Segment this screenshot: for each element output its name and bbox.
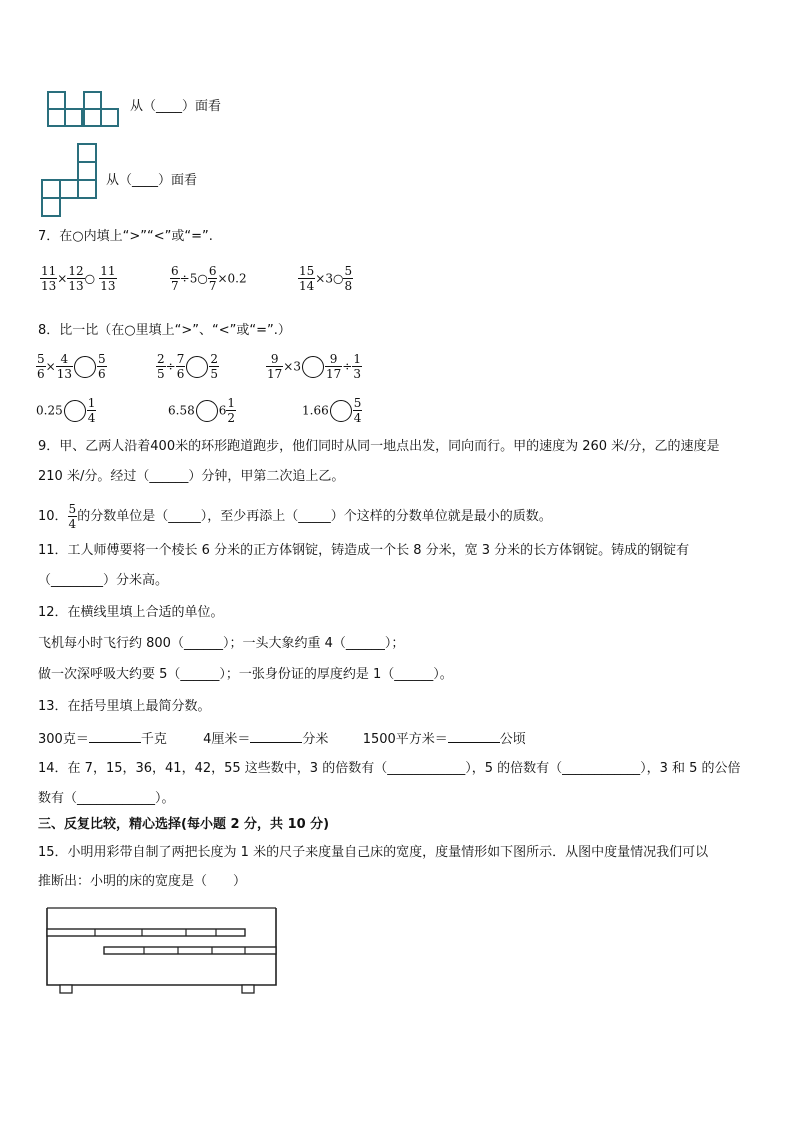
compare-circle[interactable] xyxy=(64,400,86,422)
compare-circle[interactable] xyxy=(186,356,208,378)
q9-line-2: 210 米/分。经过（______）分钟，甲第二次追上乙。 xyxy=(38,469,345,484)
q7-expr-1: $\frac{11}{13}$ × $\frac{12}{13}$ ○ $\frac{11}{13}$ xyxy=(41,264,116,293)
q8-expr-2: $\frac{2}{5}$ ÷ $\frac{7}{6}$ $\frac{2}{5}$ xyxy=(157,352,218,381)
compare-circle[interactable] xyxy=(196,400,218,422)
section-3-heading: 三、反复比较，精心选择(每小题 2 分，共 10 分) xyxy=(38,817,330,832)
q10-line: 10． $\frac{5}{4}$ 的分数单位是（_____），至少再添上（_____）个这样的分数单位就是最小的质数。 xyxy=(38,502,552,531)
q7-expr-2: $\frac{6}{7}$ ÷5○ $\frac{6}{7}$ ×0.2 xyxy=(171,264,247,293)
q12-line-1: 飞机每小时飞行约 800（______）；一头大象约重 4（______）； xyxy=(38,636,405,651)
q13-line: 300克＝ 千克 4厘米＝ 分米 1500平方米＝ 公顷 xyxy=(38,728,526,749)
block-figure-1 xyxy=(46,90,126,130)
compare-circle[interactable] xyxy=(330,400,352,422)
q14-line-2: 数有（____________）。 xyxy=(38,791,175,806)
q8-title: 8．比一比（在○里填上“>”、“<”或“=”.） xyxy=(38,323,291,338)
q12-line-2: 做一次深呼吸大约要 5（______）；一张身份证的厚度约是 1（______）。 xyxy=(38,667,453,682)
q7-title: 7．在○内填上“>”“<”或“=”. xyxy=(38,229,213,244)
view-answer-line-2: 从（____）面看 xyxy=(106,173,198,188)
q9-line-1: 9．甲、乙两人沿着400米的环形跑道跑步，他们同时从同一地点出发，同向而行。甲的速度为 260 米/分，乙的速度是 xyxy=(38,439,720,454)
q11-line-1: 11．工人师傅要将一个棱长 6 分米的正方体钢锭，铸造成一个长 8 分米，宽 3 分米的长方体钢锭。铸成的钢锭有 xyxy=(38,543,690,558)
q12-title: 12．在横线里填上合适的单位。 xyxy=(38,605,224,620)
view-answer-line-1: 从（____）面看 xyxy=(130,99,222,114)
compare-circle[interactable] xyxy=(302,356,324,378)
q15-line-2: 推断出：小明的床的宽度是（ ） xyxy=(38,874,247,889)
q14-line-1: 14．在 7，15，36，41，42，55 这些数中，3 的倍数有（____________），5 的倍数有（____________），3 和 5 的公倍 xyxy=(38,761,741,776)
q8-expr-3: $\frac{9}{17}$ ×3 $\frac{9}{17}$ ÷ $\frac{1}{3}$ xyxy=(267,352,361,381)
q8-expr-4: 0.25 $\frac{1}{4}$ xyxy=(36,396,96,425)
q8-expr-5: 6.58 6 $\frac{1}{2}$ xyxy=(168,396,235,425)
q8-expr-6: 1.66 $\frac{5}{4}$ xyxy=(302,396,362,425)
q15-line-1: 15．小明用彩带自制了两把长度为 1 米的尺子来度量自己床的宽度，度量情形如下图所示．从图中度量情况我们可以 xyxy=(38,845,709,860)
compare-circle[interactable] xyxy=(74,356,96,378)
block-figure-2 xyxy=(40,142,102,220)
q11-line-2: （________）分米高。 xyxy=(38,573,169,588)
bed-ruler-figure xyxy=(40,905,284,1000)
q8-expr-1: $\frac{5}{6}$ × $\frac{4}{13}$ $\frac{5}{6}$ xyxy=(37,352,106,381)
q7-expr-3: $\frac{15}{14}$ ×3○ $\frac{5}{8}$ xyxy=(299,264,353,293)
q13-title: 13．在括号里填上最简分数。 xyxy=(38,699,211,714)
